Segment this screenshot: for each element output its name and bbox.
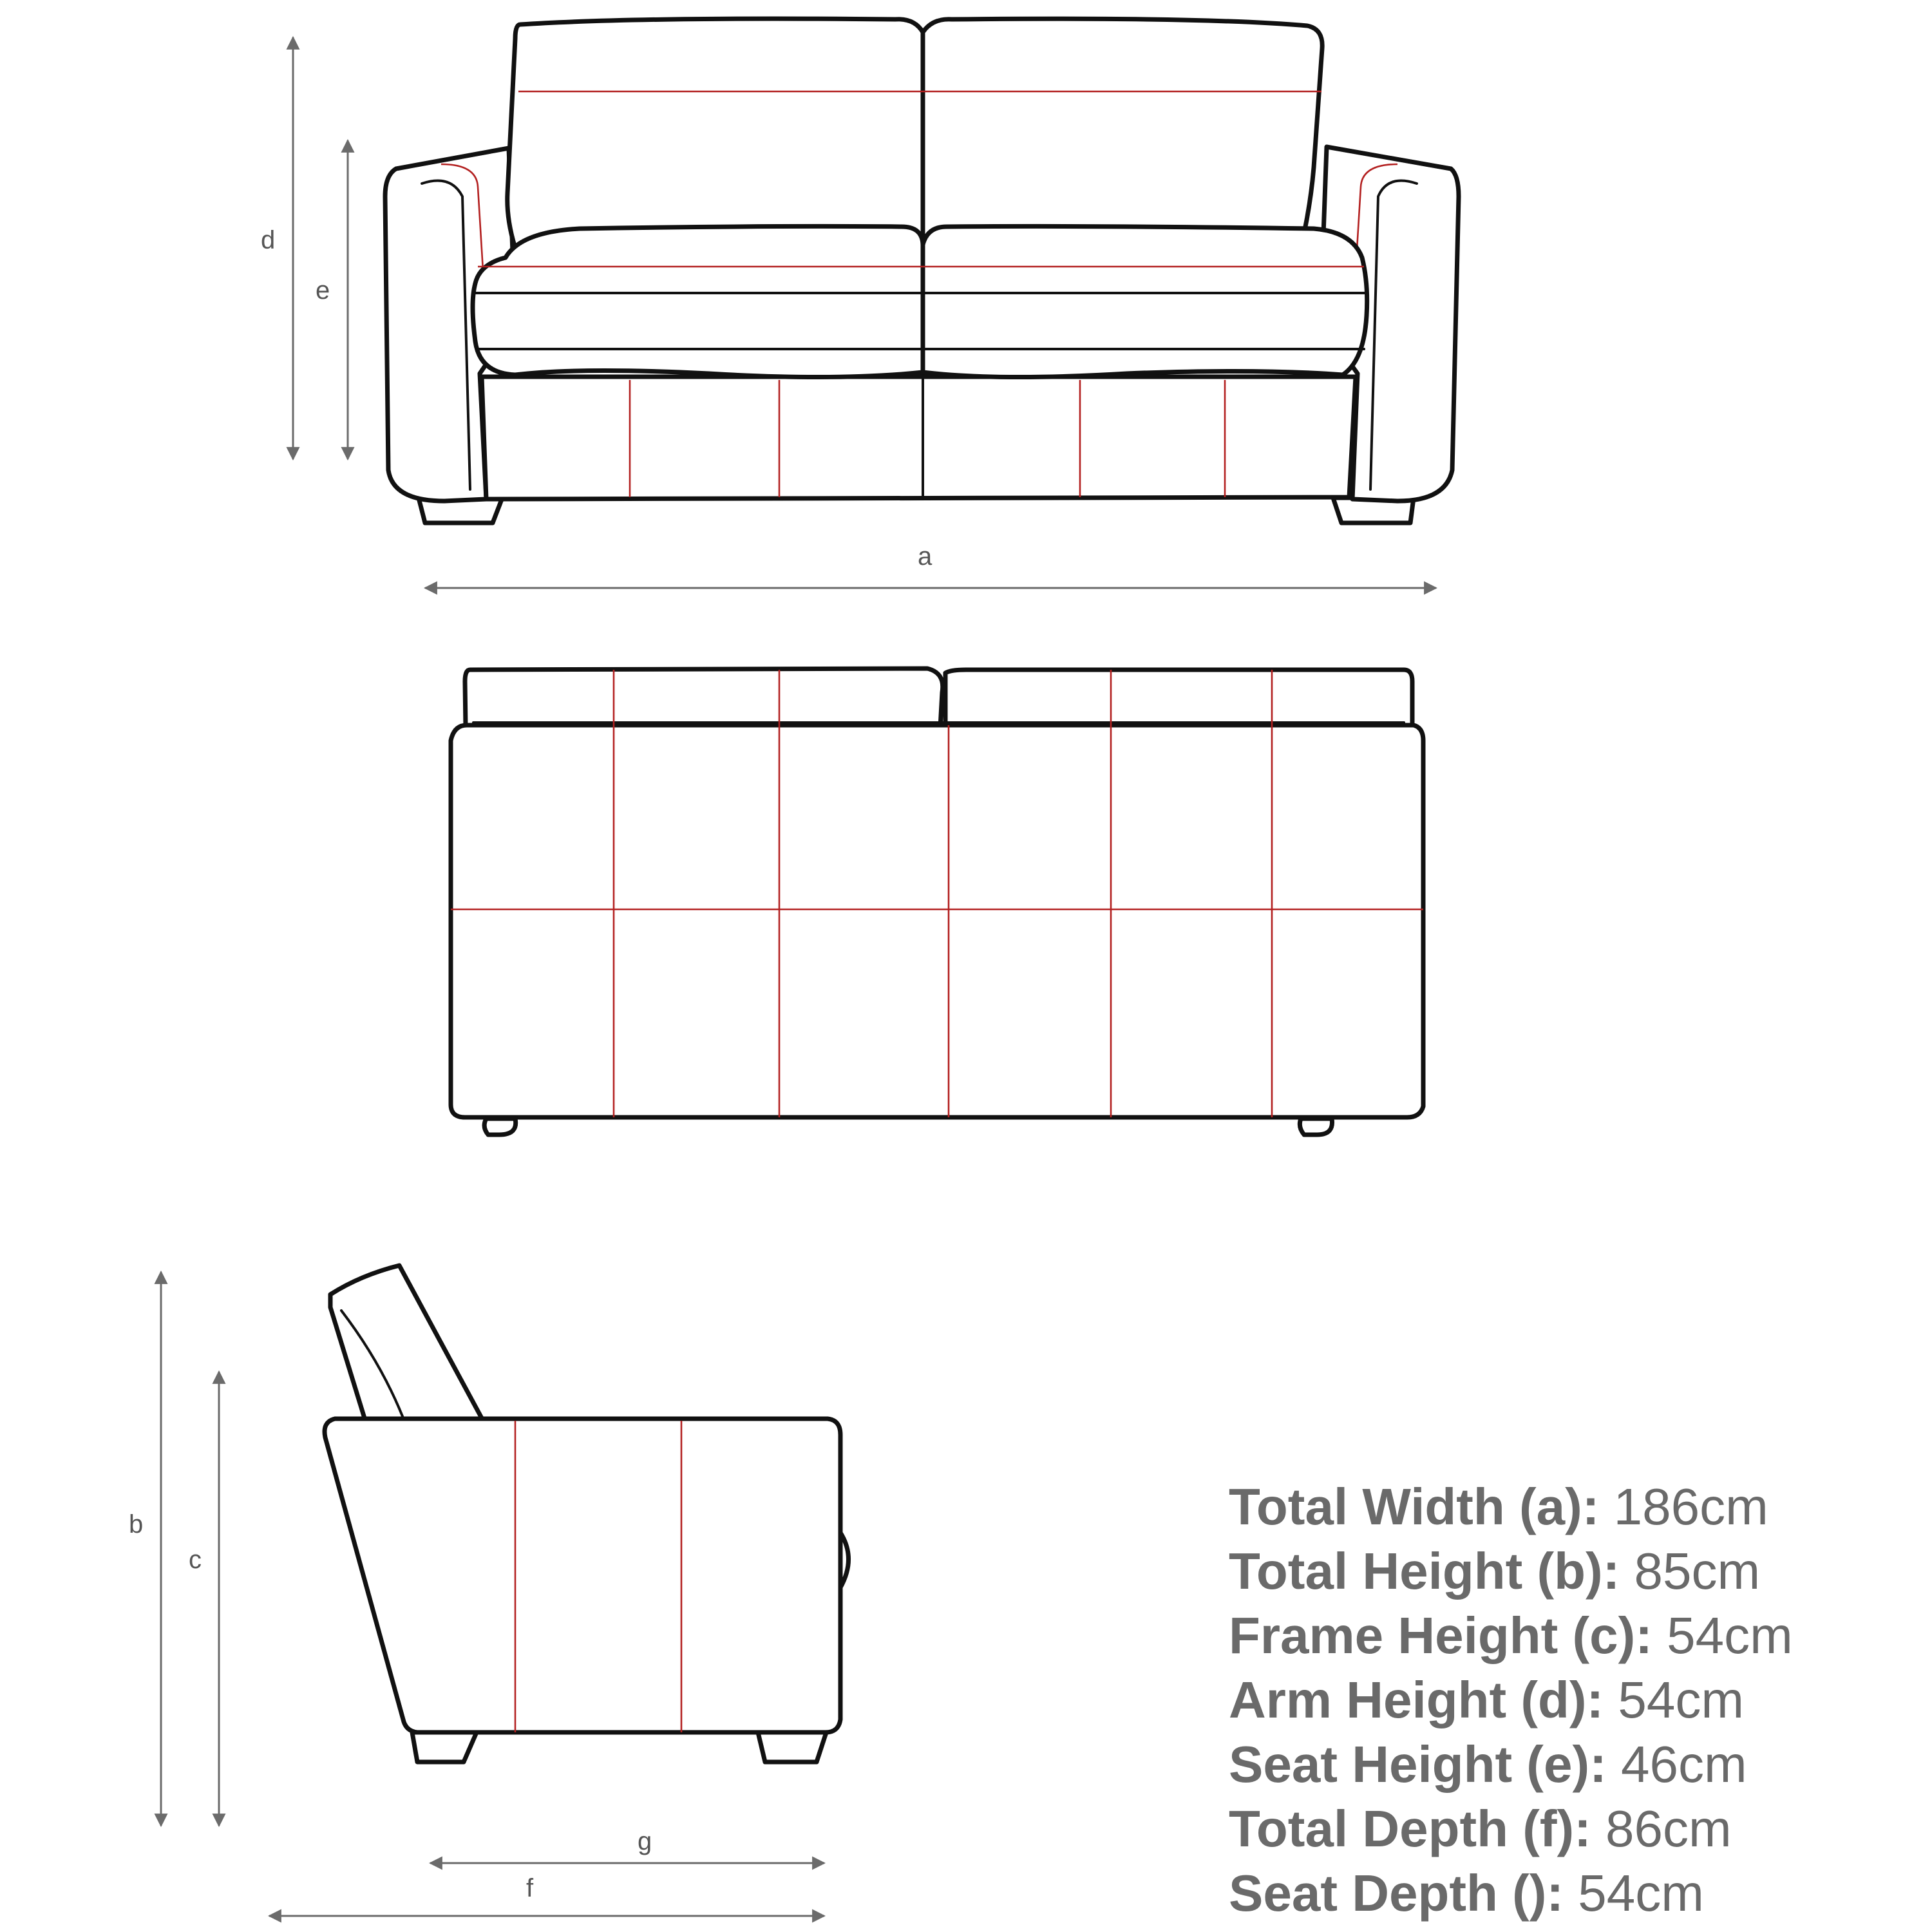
front-view (261, 19, 1459, 588)
top-view (451, 668, 1423, 1135)
side-rear-foot (758, 1732, 826, 1762)
spec-value: 54cm (1578, 1864, 1704, 1922)
spec-arm-height (1229, 1668, 1924, 1732)
dimension-g-label: g (638, 1827, 652, 1855)
dimension-f-label: f (526, 1874, 534, 1902)
dimension-d-label: d (261, 226, 276, 254)
front-left-back-cushion (507, 19, 923, 248)
dimension-specs-list (1229, 1475, 1924, 1926)
top-left-foot (484, 1119, 516, 1135)
spec-key: Total Width (a): (1229, 1478, 1600, 1535)
spec-total-depth (1229, 1797, 1924, 1861)
spec-total-width (1229, 1475, 1924, 1539)
front-right-seat-cushion (923, 226, 1367, 377)
dimension-b-label: b (129, 1510, 144, 1539)
dimension-e-label: e (316, 276, 330, 305)
spec-seat-height (1229, 1732, 1924, 1797)
spec-key: Arm Height (d): (1229, 1671, 1604, 1728)
spec-value: 54cm (1667, 1607, 1793, 1664)
dimension-c-label: c (189, 1546, 202, 1574)
front-left-seat-cushion (473, 226, 923, 377)
spec-value: 86cm (1605, 1800, 1732, 1857)
spec-key: Total Height (b): (1229, 1542, 1620, 1600)
top-right-foot (1300, 1119, 1332, 1135)
side-front-foot (412, 1732, 477, 1762)
spec-value: 46cm (1620, 1736, 1747, 1793)
spec-key: Total Depth (f): (1229, 1800, 1591, 1857)
side-view (129, 1265, 849, 1916)
spec-key: Seat Depth (): (1229, 1864, 1564, 1922)
spec-seat-depth (1229, 1861, 1924, 1926)
spec-frame-height (1229, 1604, 1924, 1668)
spec-value: 186cm (1613, 1478, 1768, 1535)
side-frame (325, 1419, 840, 1732)
top-left-back-cushion (465, 668, 943, 728)
spec-key: Seat Height (e): (1229, 1736, 1607, 1793)
front-right-back-cushion (923, 19, 1322, 248)
spec-total-height (1229, 1539, 1924, 1604)
top-right-back-cushion (945, 670, 1412, 728)
spec-value: 54cm (1618, 1671, 1745, 1728)
spec-key: Frame Height (c): (1229, 1607, 1653, 1664)
spec-value: 85cm (1634, 1542, 1761, 1600)
top-frame (451, 725, 1423, 1117)
dimension-a-label: a (918, 542, 933, 571)
side-back-cushion (330, 1265, 486, 1426)
